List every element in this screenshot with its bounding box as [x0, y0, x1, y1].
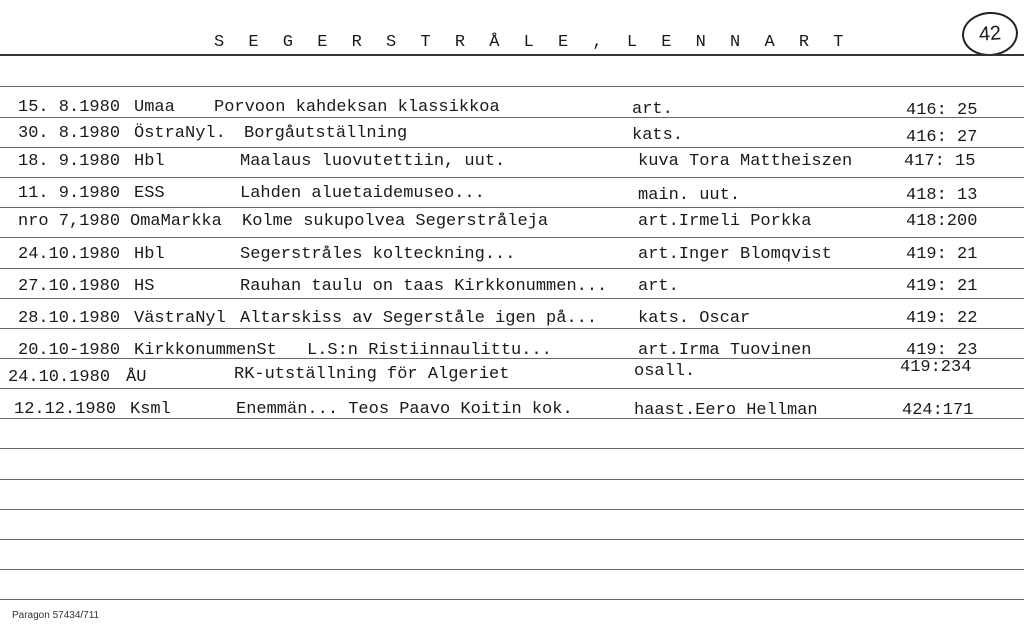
rule-line [0, 479, 1024, 480]
entry-ref: 424:171 [902, 401, 974, 420]
card-title: S E G E R S T R Å L E , L E N N A R T [214, 33, 851, 52]
card-footer: Paragon 57434/711 [12, 610, 100, 621]
entry-source: ESS [134, 184, 165, 203]
entry-source: Hbl [134, 245, 165, 264]
entry-ref: 418: 13 [906, 186, 978, 205]
entry-ref: 416: 25 [906, 101, 978, 120]
rule-line [0, 177, 1024, 178]
entry-source: Umaa [134, 98, 175, 117]
entry-title: RK-utställning för Algeriet [234, 365, 510, 384]
entry-source: HS [134, 277, 155, 296]
entry-ref: 416: 27 [906, 128, 978, 147]
entry-ref: 419: 23 [906, 341, 978, 360]
entry-source: ÖstraNyl. [134, 124, 226, 143]
entry-type: main. uut. [638, 186, 741, 205]
rule-line [0, 448, 1024, 449]
rule-line [0, 509, 1024, 510]
entry-type: kuva Tora Mattheiszen [638, 152, 853, 171]
entry-ref: 419: 21 [906, 245, 978, 264]
entry-title: Borgåutställning [244, 124, 408, 143]
entry-type: art. [632, 100, 673, 119]
rule-line [0, 539, 1024, 540]
entry-date: 15. 8.1980 [18, 98, 121, 117]
entry-type: haast.Eero Hellman [634, 401, 818, 420]
rule-line [0, 86, 1024, 87]
entry-ref: 418:200 [906, 212, 978, 231]
entry-title: L.S:n Ristiinnaulittu... [307, 341, 552, 360]
entry-type: art.Irmeli Porkka [638, 212, 812, 231]
header-rule [0, 54, 1024, 56]
entry-date: 12.12.1980 [14, 400, 117, 419]
entry-date: 18. 9.1980 [18, 152, 121, 171]
entry-title: Porvoon kahdeksan klassikkoa [214, 98, 500, 117]
entry-title: Enemmän... Teos Paavo Koitin kok. [236, 400, 573, 419]
entry-title: Lahden aluetaidemuseo... [240, 184, 485, 203]
entry-type: kats. Oscar [638, 309, 751, 328]
entry-date: 30. 8.1980 [18, 124, 121, 143]
entry-title: Kolme sukupolvea Segerstråleja [242, 212, 549, 231]
entry-ref: 419: 22 [906, 309, 978, 328]
entry-type: art.Irma Tuovinen [638, 341, 812, 360]
rule-line [0, 268, 1024, 269]
entry-source: Ksml [130, 400, 171, 419]
entry-ref: 419:234 [900, 358, 972, 377]
rule-line [0, 569, 1024, 570]
rule-line [0, 237, 1024, 238]
entry-date: nro 7,1980 [18, 212, 121, 231]
entry-title: Maalaus luovutettiin, uut. [240, 152, 506, 171]
rule-line [0, 599, 1024, 600]
entry-date: 11. 9.1980 [18, 184, 121, 203]
entry-type: osall. [634, 362, 696, 381]
entry-type: art. [638, 277, 679, 296]
entry-date: 24.10.1980 [8, 368, 111, 387]
entry-date: 28.10.1980 [18, 309, 121, 328]
rule-line [0, 388, 1024, 389]
rule-line [0, 298, 1024, 299]
rule-line [0, 207, 1024, 208]
entry-ref: 419: 21 [906, 277, 978, 296]
entry-date: 24.10.1980 [18, 245, 121, 264]
entry-title: Rauhan taulu on taas Kirkkonummen... [240, 277, 608, 296]
entry-date: 27.10.1980 [18, 277, 121, 296]
entry-title: Altarskiss av Segerståle igen på... [240, 309, 598, 328]
rule-line [0, 147, 1024, 148]
entry-type: kats. [632, 126, 684, 145]
card-number: 42 [961, 10, 1020, 58]
entry-source: OmaMarkka [130, 212, 222, 231]
entry-date: 20.10-1980 [18, 341, 121, 360]
entry-ref: 417: 15 [904, 152, 976, 171]
entry-source: Hbl [134, 152, 165, 171]
entry-title: Segerstråles kolteckning... [240, 245, 516, 264]
entry-source: VästraNyl [134, 309, 226, 328]
entry-source: KirkkonummenSt [134, 341, 277, 360]
entry-source: ÅU [126, 368, 147, 387]
entry-type: art.Inger Blomqvist [638, 245, 832, 264]
